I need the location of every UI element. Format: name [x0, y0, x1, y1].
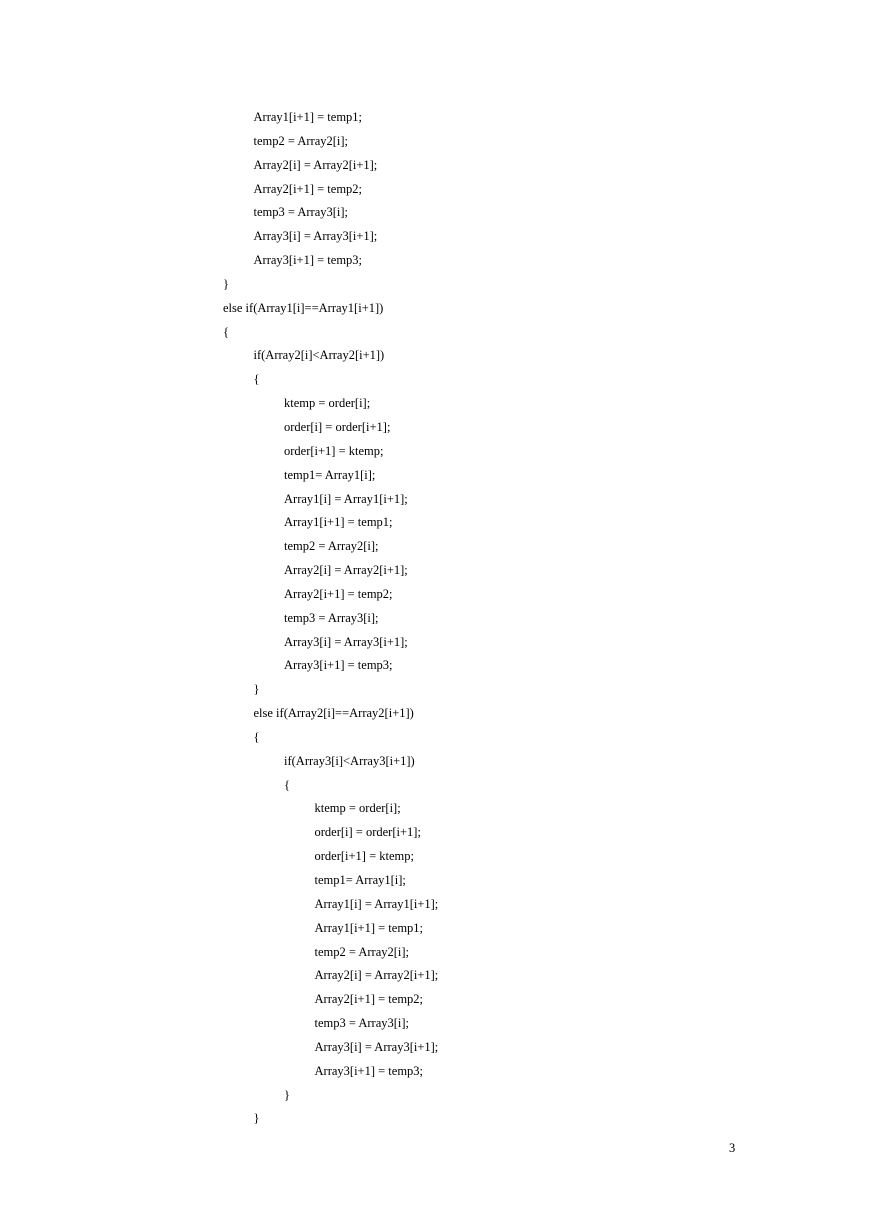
code-line: Array1[i+1] = temp1; — [253, 110, 363, 124]
code-line: ktemp = order[i]; — [314, 801, 401, 816]
code-line: Array3[i+1] = temp3; — [284, 658, 393, 673]
code-line: } — [253, 1111, 260, 1126]
code-line: Array2[i+1] = temp2; — [314, 992, 424, 1007]
code-line: order[i] = order[i+1]; — [314, 825, 421, 840]
code-line: else if(Array2[i]==Array2[i+1]) — [253, 706, 414, 721]
code-line: temp3 = Array3[i]; — [314, 1016, 410, 1031]
code-line: Array1[i] = Array1[i+1]; — [284, 491, 408, 506]
code-line: temp2 = Array2[i]; — [253, 133, 349, 148]
code-line: Array2[i] = Array2[i+1]; — [284, 563, 408, 578]
page-number: 3 — [729, 1141, 736, 1155]
code-line: Array2[i] = Array2[i+1]; — [314, 968, 439, 983]
code-line: Array3[i] = Array3[i+1]; — [284, 634, 408, 649]
code-line: Array1[i] = Array1[i+1]; — [314, 896, 439, 911]
code-line: { — [223, 324, 229, 339]
code-line: temp1= Array1[i]; — [284, 467, 376, 482]
code-line: if(Array3[i]<Array3[i+1]) — [284, 753, 415, 768]
code-line: Array3[i] = Array3[i+1]; — [314, 1039, 439, 1054]
code-line: Array1[i+1] = temp1; — [314, 920, 424, 935]
code-line: temp3 = Array3[i]; — [253, 205, 349, 220]
code-line: { — [284, 777, 290, 792]
code-line: temp2 = Array2[i]; — [284, 539, 379, 554]
code-line: { — [253, 729, 260, 744]
code-line: } — [253, 682, 260, 697]
code-line: temp2 = Array2[i]; — [314, 944, 410, 959]
code-line: Array2[i+1] = temp2; — [284, 586, 393, 601]
code-listing — [223, 106, 438, 1131]
code-line: order[i+1] = ktemp; — [284, 443, 384, 458]
code-line: } — [223, 276, 229, 291]
code-line: ktemp = order[i]; — [284, 396, 371, 411]
code-line: if(Array2[i]<Array2[i+1]) — [253, 348, 385, 363]
code-line: else if(Array1[i]==Array1[i+1]) — [223, 300, 384, 315]
code-line: temp1= Array1[i]; — [314, 873, 406, 887]
code-line: Array3[i+1] = temp3; — [314, 1063, 424, 1078]
code-line: Array1[i+1] = temp1; — [284, 515, 393, 530]
code-line: Array3[i+1] = temp3; — [253, 253, 363, 268]
code-line: Array2[i+1] = temp2; — [253, 181, 363, 196]
code-line: } — [284, 1087, 290, 1102]
code-line: temp3 = Array3[i]; — [284, 610, 379, 625]
code-line: order[i+1] = ktemp; — [314, 849, 414, 864]
code-line: { — [253, 372, 260, 387]
code-line: order[i] = order[i+1]; — [284, 419, 391, 434]
code-line: Array3[i] = Array3[i+1]; — [253, 229, 378, 244]
code-line: Array2[i] = Array2[i+1]; — [253, 157, 378, 172]
